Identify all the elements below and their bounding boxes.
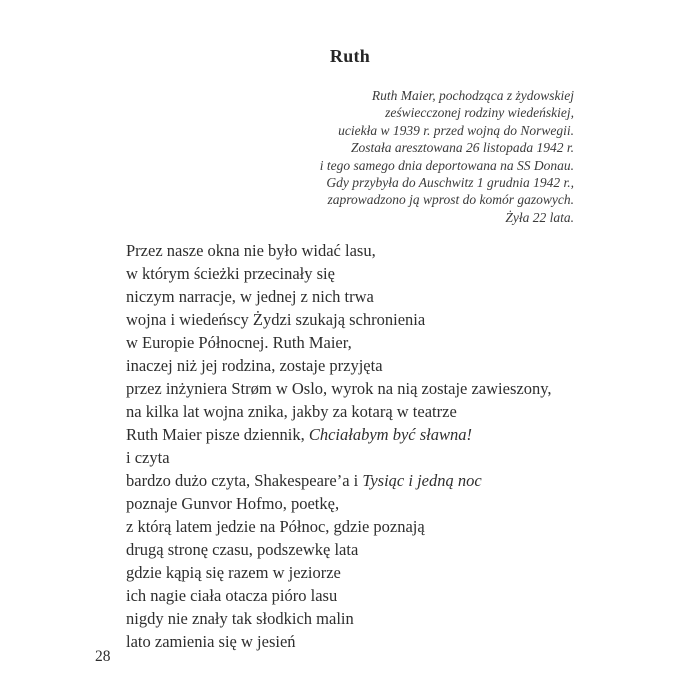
poem-body (126, 239, 552, 653)
poem-line (126, 446, 552, 469)
poem-line-text: poznaje Gunvor Hofmo, poetkę, (126, 494, 340, 513)
poem-line (126, 262, 552, 285)
poem-line (126, 469, 552, 492)
poem-line-italic: Chciałabym być sławna! (308, 425, 472, 444)
epigraph-line: i tego samego dnia deportowana na SS Donau. (319, 157, 574, 173)
poem-line (126, 515, 552, 538)
poem-line-text: wojna i wiedeńscy Żydzi szukają schronienia (126, 310, 426, 329)
poem-line-text: drugą stronę czasu, podszewkę lata (126, 540, 359, 559)
poem-line-text: w Europie Północnej. Ruth Maier, (126, 333, 352, 352)
epigraph-line: Żyła 22 lata. (505, 209, 574, 225)
poem-line (126, 538, 552, 561)
poem-line (126, 400, 552, 423)
poem-title: Ruth (329, 46, 371, 66)
poem-line-text: przez inżyniera Strøm w Oslo, wyrok na nią zostaje zawieszony, (126, 379, 552, 398)
poem-line (126, 354, 552, 377)
poem-line-text: z którą latem jedzie na Północ, gdzie poznają (126, 517, 425, 536)
epigraph-line: Została aresztowana 26 listopada 1942 r. (350, 140, 574, 156)
epigraph-line: zaprowadzono ją wprost do komór gazowych. (327, 192, 574, 208)
poem-line-text: nigdy nie znały tak słodkich malin (126, 609, 354, 628)
poem-line-text: na kilka lat wojna znika, jakby za kotarą w teatrze (126, 402, 457, 421)
epigraph-line: Gdy przybyła do Auschwitz 1 grudnia 1942 r., (326, 175, 574, 191)
poem-line (126, 285, 552, 308)
poem-line (126, 607, 552, 630)
epigraph-line: Ruth Maier, pochodząca z żydowskiej (371, 88, 574, 103)
poem-line (126, 561, 552, 584)
poem-line (126, 377, 552, 400)
poem-line-text: niczym narracje, w jednej z nich trwa (126, 287, 374, 306)
poem-line (126, 492, 552, 515)
epigraph-line: zeświecczonej rodziny wiedeńskiej, (385, 105, 574, 121)
poem-line-text: gdzie kąpią się razem w jeziorze (126, 563, 341, 582)
poem-line (126, 331, 552, 354)
epigraph (320, 87, 574, 226)
poem-line-text: bardzo dużo czyta, Shakespeare’a i (126, 471, 363, 490)
page-number: 28 (95, 648, 111, 665)
poem-line-text: w którym ścieżki przecinały się (126, 264, 335, 283)
poem-line-text: i czyta (126, 448, 170, 467)
poem-line-text: Ruth Maier pisze dziennik, (126, 425, 309, 444)
poem-line (126, 423, 552, 446)
poem-line (126, 239, 552, 262)
poem-line (126, 308, 552, 331)
epigraph-line: uciekła w 1939 r. przed wojną do Norwegii. (338, 122, 574, 138)
poem-line (126, 630, 552, 653)
poem-line-text: inaczej niż jej rodzina, zostaje przyjęta (126, 356, 383, 375)
poem-line-italic: Tysiąc i jedną noc (362, 471, 482, 490)
poem-line-text: lato zamienia się w jesień (126, 632, 296, 651)
poem-line-text: Przez nasze okna nie było widać lasu, (126, 241, 376, 260)
poem-line-text: ich nagie ciała otacza pióro lasu (126, 586, 338, 605)
poem-line (126, 584, 552, 607)
